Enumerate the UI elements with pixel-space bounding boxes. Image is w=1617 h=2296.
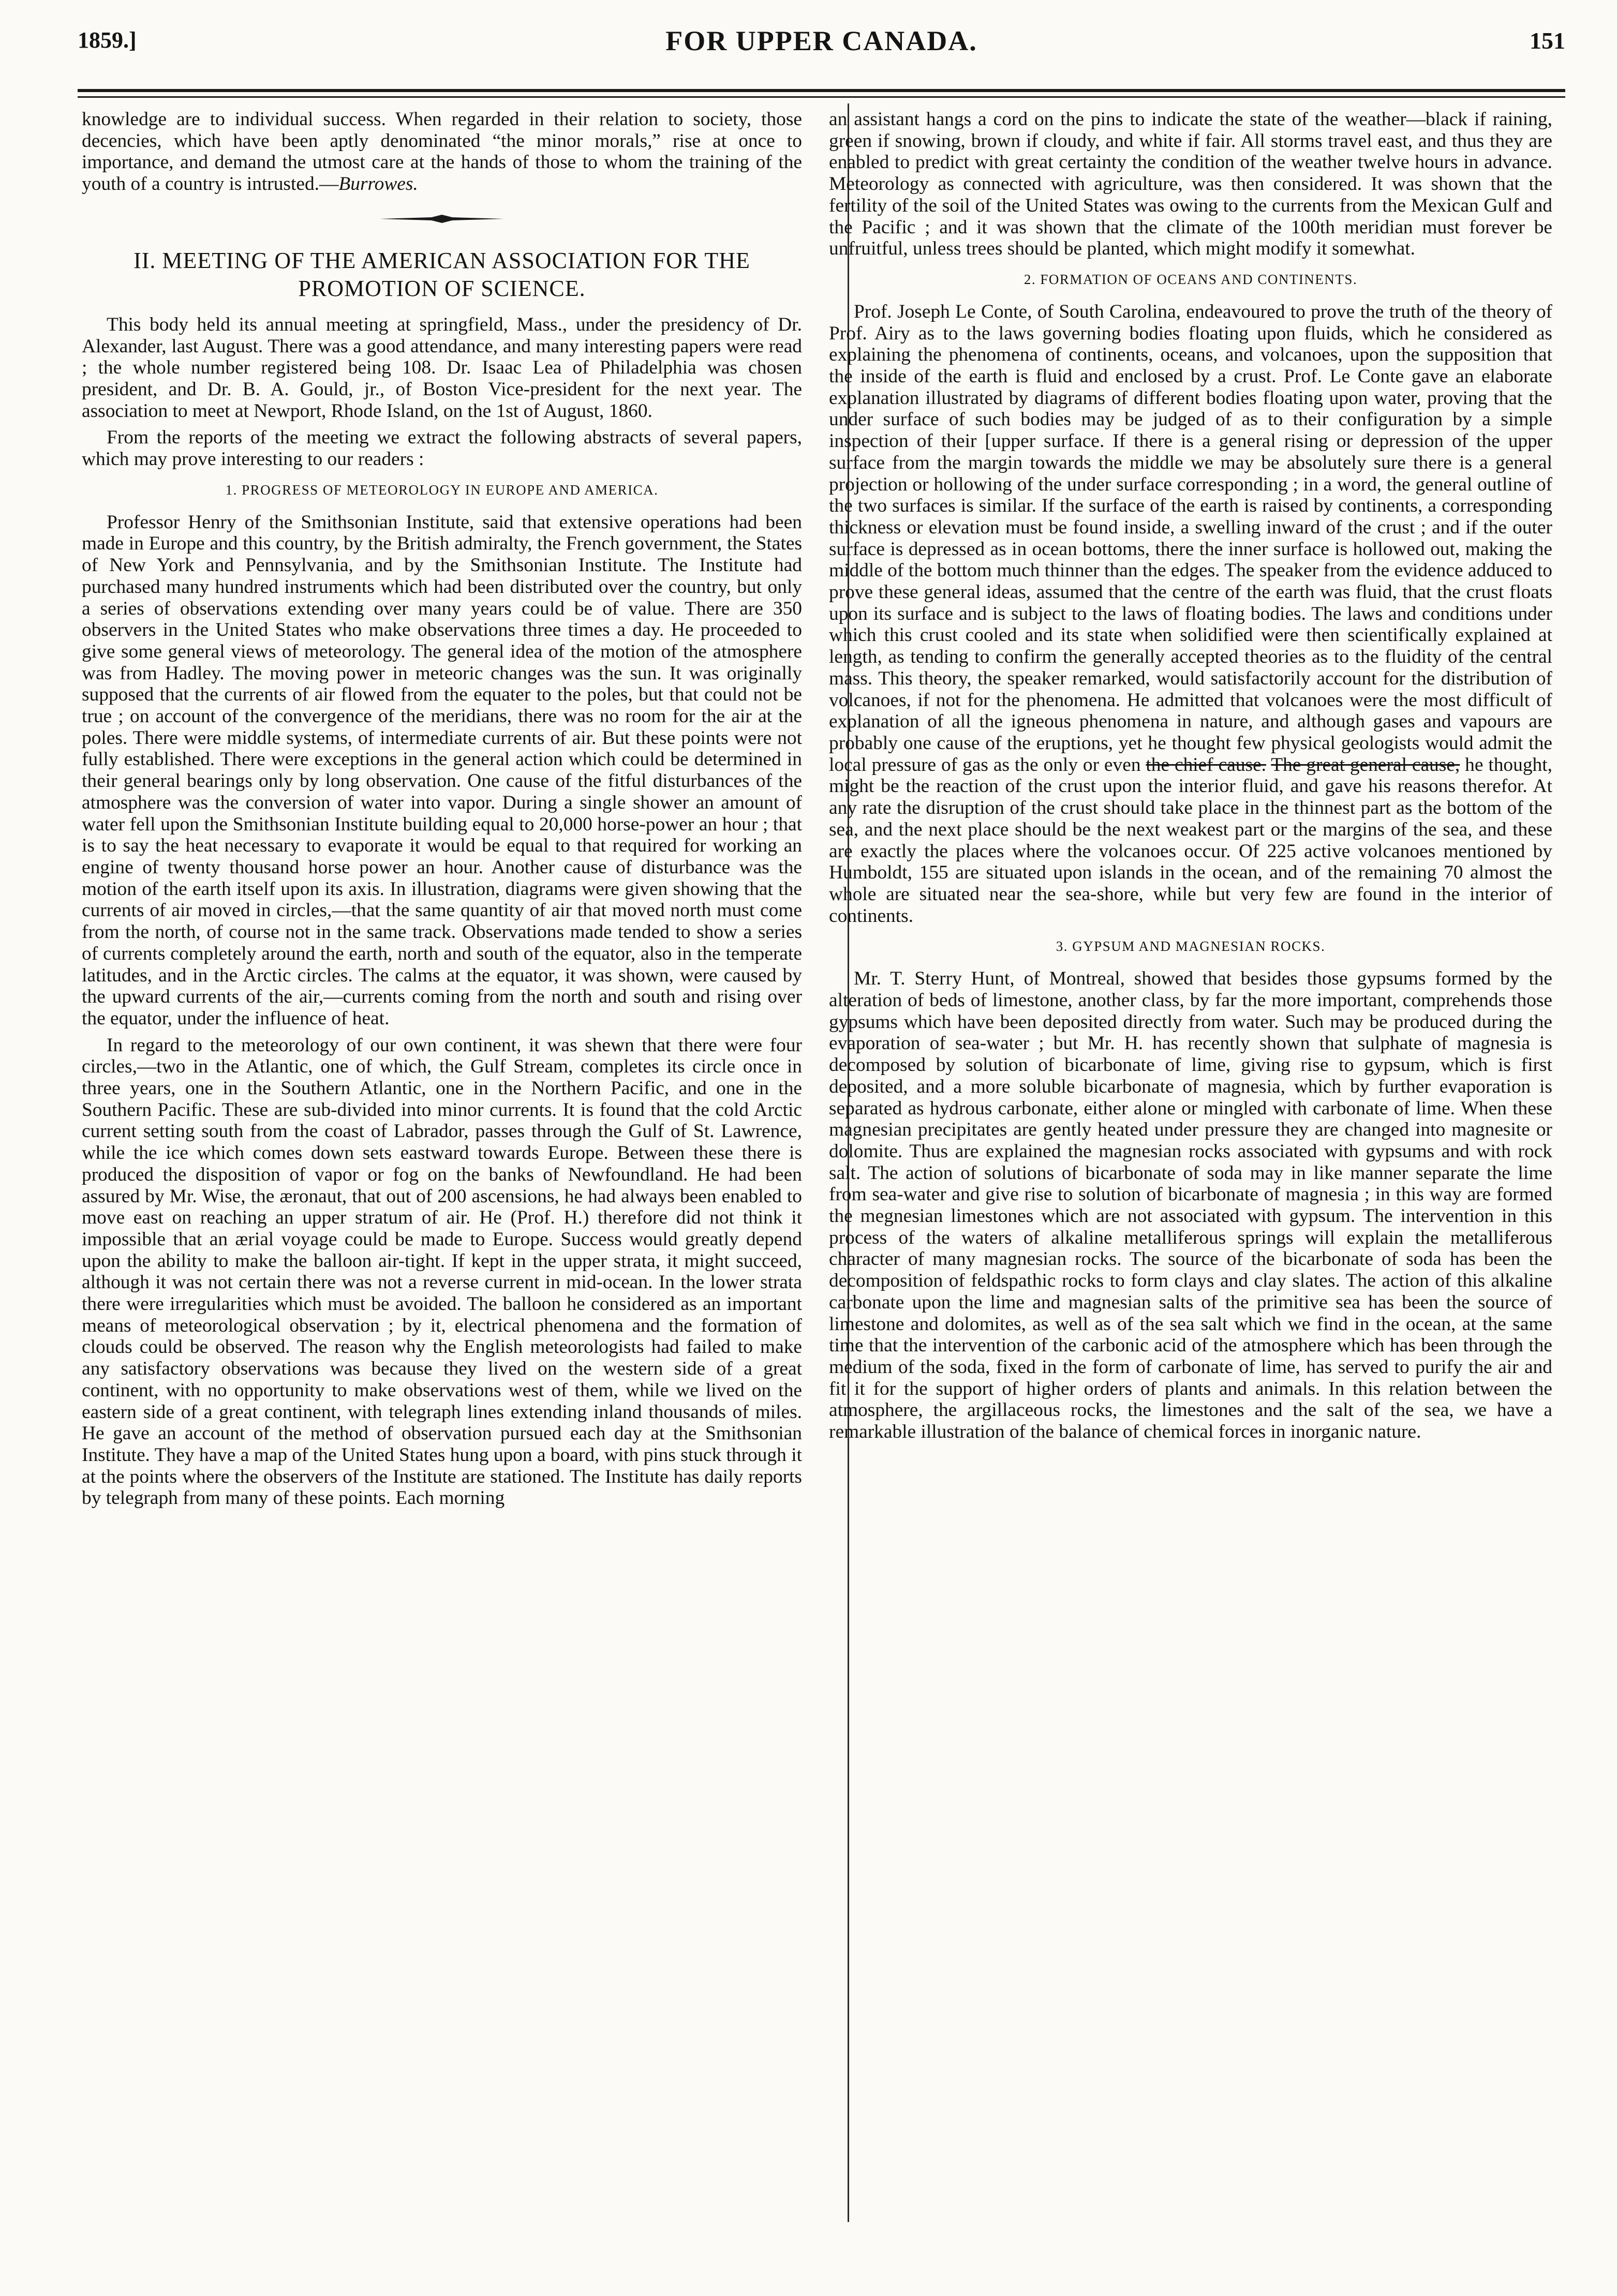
continent-paragraph: In regard to the meteorology of our own continent, it was shewn that there were four circles,—two in the Atlantic, one of which, the Gulf Stream, completes its circle once in three years, one in the Southern Atlantic, one in the Northern Pacific, and one in the Southern Pacific. These are sub-divided into minor currents. It is found that the cold Arctic current setting south from the coast of Labrador, passes through the Gulf of St. Lawrence, while the ice which comes down sets eastward towards Europe. Between these there is produced the disposition of vapor or fog on the banks of Newfoundland. He had been assured by Mr. Wise, the æronaut, that out of 200 ascensions, he had always been enabled to move east on reaching an upper stratum of air. He (Prof. H.) therefore did not think it impossible that an ærial voyage could be made to Europe. Success would greatly depend upon the ability to make the balloon air-tight. If kept in the upper strata, it might succeed, although it was not certain there was not a reverse current in mid-ocean. In the lower strata there were irregularities which must be avoided. The balloon he considered as an important means of meteorological observation ; by it, electrical phenomena and the formation of clouds could be observed. The reason why the English meteorologists had failed to make any satisfactory observations was because they lived on the western side of a great continent, with no opportunity to make observations west of them, while we lived on the eastern side of a great continent, with telegraph lines extending inland thousands of miles. He gave an account of the method of observation pursued each day at the Smithsonian Institute. They have a map of the United States hung upon a board, with pins stuck through it at the points where the observers of the Institute are stationed. The Institute has daily reports by telegraph from many of these points. Each morning [82,1034,802,1509]
subheading-gypsum: 3. GYPSUM AND MAGNESIAN ROCKS. [1056,938,1326,955]
section-divider-ornament-icon [82,200,802,237]
leconte-paragraph [829,301,1552,927]
running-header [78,25,1565,66]
page-number: 151 [1530,27,1565,54]
subheading-oceans: 2. FORMATION OF OCEANS AND CONTINENTS. [1023,271,1358,287]
left-column [82,109,802,1514]
right-column [829,109,1552,1448]
hunt-paragraph: Mr. T. Sterry Hunt, of Montreal, showed that besides those gypsums formed by the alteration of beds of limestone, another class, by far the more important, comprehends those gypsums which have been deposited directly from water. Such may be produced during the evaporation of sea-water ; but Mr. H. has recently shown that sulphate of magnesia is decomposed by solution of bicarbonate of lime, giving rise to gypsum, which is first deposited, and a more soluble bicarbonate of magnesia, which by further evaporation is separated as hydrous carbonate, either alone or mingled with carbonate of lime. When these magnesian precipitates are gently heated under pressure they are changed into magnesite or dolomite. Thus are explained the magnesian rocks associated with gypsums and with rock salt. The action of solutions of bicarbonate of soda may in like manner separate the lime from sea-water and give rise to solution of bicarbonate of magnesia ; in this way are formed the megnesian limestones which are not associated with gypsum. The intervention in this process of the waters of alkaline metalliferous springs will explain the metalliferous character of many magnesian rocks. The source of the bicarbonate of soda has been the decomposition of feldspathic rocks to form clays and clay slates. The action of this alkaline carbonate upon the lime and magnesian salts of the primitive sea has been the source of limestone and dolomites, as well as of the sea salt which we find in the ocean, at the same time that the intervention of the carbonic acid of the atmosphere which has been through the medium of the soda, fixed in the form of carbonate of lime, has served to purify the air and fit it for the support of higher orders of plants and animals. In this relation between the atmosphere, the argillaceous rocks, the limestones and the salt of the sea, we have a remarkable illustration of the balance of chemical forces in inorganic nature. [829,968,1552,1443]
header-rule-thick [78,89,1565,92]
intro-author: Burrowes. [338,173,418,195]
subheading-meteorology: 1. PROGRESS OF METEOROLOGY IN EUROPE AND AMERICA. [225,482,659,498]
intro-text: knowledge are to individual success. When regarded in their relation to society, those decencies, which have been aptly denominated “the minor morals,” rise at once to importance, and demand the utmost care at the hands of those to whom the training of the youth of a country is intrusted.— [82,109,802,195]
struck-text-2: The great general cause, [1271,754,1460,776]
leconte-text-a: Prof. Joseph Le Conte, of South Carolina, endeavoured to prove the truth of the theory of Prof. Airy as to the laws governing bodies floating upon fluids, which he considered as explaining the phenomena of continents, oceans, and volcanoes, upon the supposition that the inside of the earth is fluid and enclosed by a crust. Prof. Le Conte gave an elaborate explanation illustrated by diagrams of different bodies floating upon water, proving that the under surface of such bodies may be judged of as to their configuration by a simple inspection of their [upper surface. If there is a general rising or depression of the upper surface from the margin towards the middle we may be absolutely sure there is a general projection or hollowing of the under surface corresponding ; in a word, the general outline of the two surfaces is similar. If the surface of the earth is raised by continents, a corresponding thickness or elevation must be found inside, a swelling inward of the crust ; and if the outer surface is depressed as in ocean bottoms, there the inner surface is hollowed out, making the middle of the bottom much thinner than the edges. The speaker from the evidence adduced to prove these general ideas, assumed that the centre of the earth was fluid, that the crust floats upon its surface and is subject to the laws of floating bodies. The laws and conditions under which this crust cooled and its state when solidified were then scientifically explained at length, as tending to confirm the generally accepted theories as to the fluidity of the central mass. This theory, the speaker remarked, would satisfactorily account for the distribution of volcanoes, if not for the phenomena. He admitted that volcanoes were the most difficult of explanation of all the igneous phenomena in nature, and although gases and vapours are probably one cause of the eruptions, yet he thought few physical geologists would admit the local pressure of gas as the only or even [829,301,1552,776]
header-year: 1859.] [78,27,137,53]
header-title: FOR UPPER CANADA. [665,25,977,56]
leconte-text-b: he thought, might be the reaction of the crust upon the interior fluid, and gave his reasons therefor. At any rate the disruption of the crust should take place in the thinnest part as the bottom of the sea, and the next place should be the next weakest part or the margins of the sea, and these are exactly the places where the volcanoes occur. Of 225 active volcanoes mentioned by Humboldt, 155 are situated upon islands in the ocean, and of the remaining 70 almost the whole are situated near the sea-shore, while but very few are found in the interior of continents. [829,754,1552,927]
reports-paragraph: From the reports of the meeting we extract the following abstracts of several papers, which may prove interesting to our readers : [82,427,802,470]
header-rule-thin [78,96,1565,98]
meeting-paragraph: This body held its annual meeting at springfield, Mass., under the presidency of Dr. Alexander, last August. There was a good attendance, and many interesting papers were read ; the whole number registered being 108. Dr. Isaac Lea of Philadelphia was chosen president, and Dr. B. A. Gould, jr., of Boston Vice-president for the next year. The association to meet at Newport, Rhode Island, on the 1st of August, 1860. [82,314,802,422]
section-heading: II. MEETING OF THE AMERICAN ASSOCIATION FOR THE PROMOTION OF SCIENCE. [133,247,750,301]
continued-paragraph: an assistant hangs a cord on the pins to indicate the state of the weather—black if raining, green if snowing, brown if cloudy, and white if fair. All storms travel east, and thus they are enabled to predict with great certainty the condition of the weather twelve hours in advance. Meteorology as connected with agriculture, was then considered. It was shown that the fertility of the soil of the United States was owing to the currents from the Mexican Gulf and the Pacific ; and it was shown that the climate of the 100th meridian must forever be unfruitful, unless trees should be planted, which might modify it somewhat. [829,109,1552,260]
ornament-svg [375,213,509,225]
henry-paragraph: Professor Henry of the Smithsonian Institute, said that extensive operations had been made in Europe and this country, by the British admiralty, the French government, the States of New York and Pennsylvania, and by the Smithsonian Institute. The Institute had purchased many hundred instruments which had been distributed over the country, but only a series of observations extending over many years could be of value. There are 350 observers in the United States who make observations three times a day. He proceeded to give some general views of meteorology. The general idea of the motion of the atmosphere was from Hadley. The moving power in meteoric changes was the sun. It was originally supposed that the currents of air flowed from the equater to the poles, but that could not be true ; on account of the convergence of the meridians, there was no room for the air at the poles. There were middle systems, of intermediate currents of air. But these points were not fully established. There were exceptions in the general action which could be determined in their general bearings only by long observation. One cause of the fitful disturbances of the atmosphere was the conversion of water into vapor. During a single shower an amount of water fell upon the Smithsonian Institute building equal to 20,000 horse-power an hour ; that is to say the heat necessary to evaporate it would be equal to that required for working an engine of twenty thousand horse power an hour. Another cause of disturbance was the motion of the earth itself upon its axis. In illustration, diagrams were given showing that the currents of air moved in circles,—that the same quantity of air that moved north must come from the north, of course not in the same track. Observations made tended to show a series of currents completely around the earth, north and south of the equator, also in the temperate latitudes, and in the Arctic circles. The calms at the equator, it was shown, were caused by the upward currents of the air,—currents coming from the north and south and rising over the equator, under the influence of heat. [82,511,802,1029]
struck-text-1: the chief cause. [1146,754,1267,776]
intro-paragraph [82,109,802,195]
